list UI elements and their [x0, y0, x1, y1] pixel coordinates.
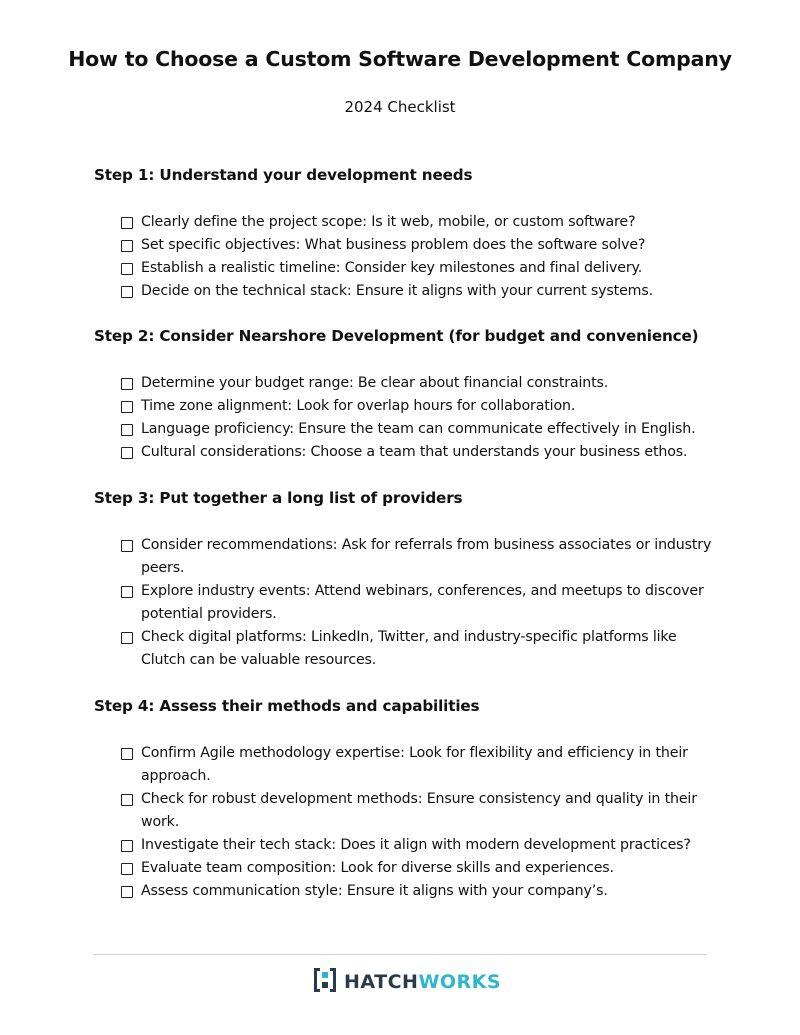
checkbox[interactable] — [121, 886, 133, 898]
step-2-heading: Step 2: Consider Nearshore Development (for budget and convenience) — [94, 327, 699, 345]
step-3-checklist — [94, 534, 714, 672]
checkbox[interactable] — [121, 540, 133, 552]
checkbox[interactable] — [121, 217, 133, 229]
checkbox[interactable] — [121, 748, 133, 760]
checkbox[interactable] — [121, 240, 133, 252]
checklist-item — [94, 788, 714, 834]
step-3-section — [94, 488, 714, 672]
footer-divider — [94, 954, 706, 955]
checklist-item — [94, 395, 714, 418]
checklist-item-text: Check for robust development methods: Ensure consistency and quality in their work. — [141, 791, 697, 830]
checkbox[interactable] — [121, 586, 133, 598]
step-4-checklist — [94, 742, 714, 903]
checklist-item-text: Investigate their tech stack: Does it align with modern development practices? — [141, 837, 691, 853]
step-2-checklist — [94, 372, 714, 464]
checklist-item-text: Evaluate team composition: Look for diverse skills and experiences. — [141, 860, 614, 876]
checklist-item — [94, 834, 714, 857]
checklist-item — [94, 880, 714, 903]
logo-wordmark — [344, 968, 501, 996]
checklist-item — [94, 742, 714, 788]
checklist-item-text: Determine your budget range: Be clear about financial constraints. — [141, 375, 609, 391]
hatchworks-logo — [314, 968, 501, 996]
checklist-item-text: Set specific objectives: What business problem does the software solve? — [141, 237, 646, 253]
checklist-item-text: Language proficiency: Ensure the team can communicate effectively in English. — [141, 421, 696, 437]
checklist-item-text: Clearly define the project scope: Is it web, mobile, or custom software? — [141, 214, 636, 230]
checklist-item-text: Consider recommendations: Ask for referrals from business associates or industry peers. — [141, 537, 712, 576]
step-1-section — [94, 165, 714, 303]
checklist-item — [94, 418, 714, 441]
checklist-item — [94, 534, 714, 580]
step-1-heading: Step 1: Understand your development needs — [94, 166, 473, 184]
checkbox[interactable] — [121, 794, 133, 806]
checkbox[interactable] — [121, 263, 133, 275]
checklist-item-text: Assess communication style: Ensure it aligns with your company’s. — [141, 883, 608, 899]
step-4-section — [94, 696, 714, 903]
checklist-item — [94, 441, 714, 464]
checklist-item-text: Decide on the technical stack: Ensure it aligns with your current systems. — [141, 283, 653, 299]
checkbox[interactable] — [121, 424, 133, 436]
step-4-heading: Step 4: Assess their methods and capabilities — [94, 697, 480, 715]
step-3-heading: Step 3: Put together a long list of providers — [94, 489, 463, 507]
checklist-item — [94, 580, 714, 626]
checkbox[interactable] — [121, 447, 133, 459]
hatchworks-logo-icon — [314, 968, 336, 996]
checkbox[interactable] — [121, 863, 133, 875]
checklist-item-text: Check digital platforms: LinkedIn, Twitter, and industry-specific platforms like Clutch can be valuable resources. — [141, 629, 677, 668]
checkbox[interactable] — [121, 286, 133, 298]
checklist-item-text: Confirm Agile methodology expertise: Look for flexibility and efficiency in their approach. — [141, 745, 688, 784]
logo-text-works: WORKS — [418, 971, 502, 993]
logo-text-hatch: HATCH — [344, 971, 419, 993]
checklist-item — [94, 626, 714, 672]
checklist-item — [94, 211, 714, 234]
document-subtitle: 2024 Checklist — [344, 98, 456, 116]
step-1-checklist — [94, 211, 714, 303]
checklist-item-text: Explore industry events: Attend webinars, conferences, and meetups to discover potential providers. — [141, 583, 704, 622]
checklist-item — [94, 234, 714, 257]
checklist-item — [94, 257, 714, 280]
checklist-item-text: Establish a realistic timeline: Consider key milestones and final delivery. — [141, 260, 643, 276]
checkbox[interactable] — [121, 401, 133, 413]
checklist-item — [94, 857, 714, 880]
checklist-item — [94, 280, 714, 303]
document-title: How to Choose a Custom Software Development Company — [68, 47, 732, 71]
checklist-item-text: Time zone alignment: Look for overlap hours for collaboration. — [141, 398, 576, 414]
step-2-section — [94, 326, 714, 464]
checklist-item-text: Cultural considerations: Choose a team that understands your business ethos. — [141, 444, 688, 460]
checklist-item — [94, 372, 714, 395]
checkbox[interactable] — [121, 378, 133, 390]
checkbox[interactable] — [121, 632, 133, 644]
checkbox[interactable] — [121, 840, 133, 852]
